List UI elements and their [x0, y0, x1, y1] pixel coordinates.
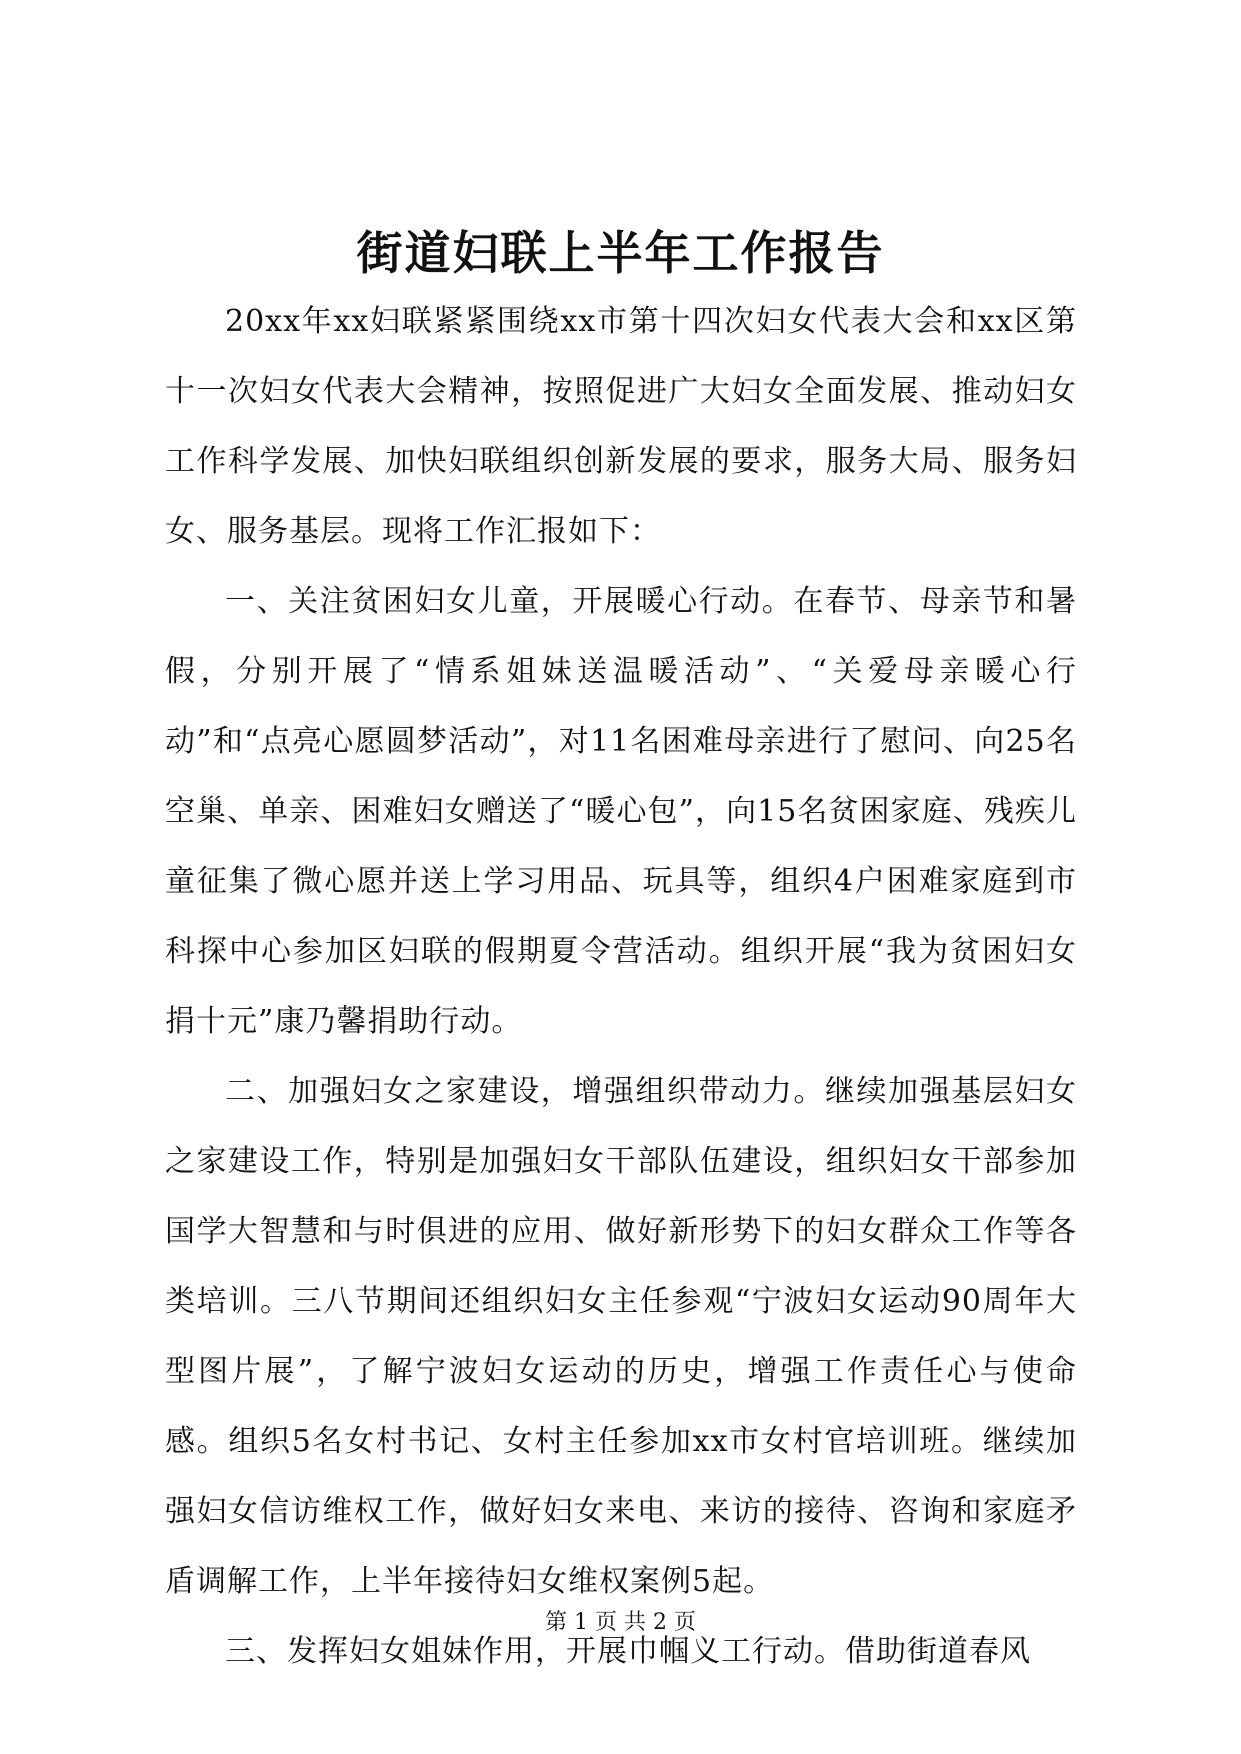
page-number-footer: 第 1 页 共 2 页 — [545, 1610, 696, 1635]
paragraph-section-2: 二、加强妇女之家建设，增强组织带动力。继续加强基层妇女之家建设工作，特别是加强妇女干部队伍建设，组织妇女干部参加国学大智慧和与时俱进的应用、做好新形势下的妇女群众工作等各类培训。三八节期间还组织妇女主任参观“宁波妇女运动90周年大型图片展”，了解宁波妇女运动的历史，增强工作责任心与使命感。组织5名女村书记、女村主任参加xx市女村官培训班。继续加强妇女信访维权工作，做好妇女来电、来访的接待、咨询和家庭矛盾调解工作，上半年接待妇女维权案例5起。 — [165, 1074, 1077, 1599]
paragraph-section-3: 三、发挥妇女姐妹作用，开展巾帼义工行动。借助街道春风 — [225, 1634, 1031, 1669]
paragraph-section-1: 一、关注贫困妇女儿童，开展暖心行动。在春节、母亲节和暑假，分别开展了“情系姐妹送温暖活动”、“关爱母亲暖心行动”和“点亮心愿圆梦活动”，对11名困难母亲进行了慰问、向25名空巢、单亲、困难妇女赠送了“暖心包”，向15名贫困家庭、残疾儿童征集了微心愿并送上学习用品、玩具等，组织4户困难家庭到市科探中心参加区妇联的假期夏令营活动。组织开展“我为贫困妇女捐十元”康乃馨捐助行动。 — [165, 584, 1077, 1039]
paragraph-intro: 20xx年xx妇联紧紧围绕xx市第十四次妇女代表大会和xx区第十一次妇女代表大会精神，按照促进广大妇女全面发展、推动妇女工作科学发展、加快妇联组织创新发展的要求，服务大局、服务妇女、服务基层。现将工作汇报如下： — [165, 304, 1077, 549]
document-title: 街道妇联上半年工作报告 — [356, 226, 885, 280]
document-body — [165, 287, 1077, 1687]
